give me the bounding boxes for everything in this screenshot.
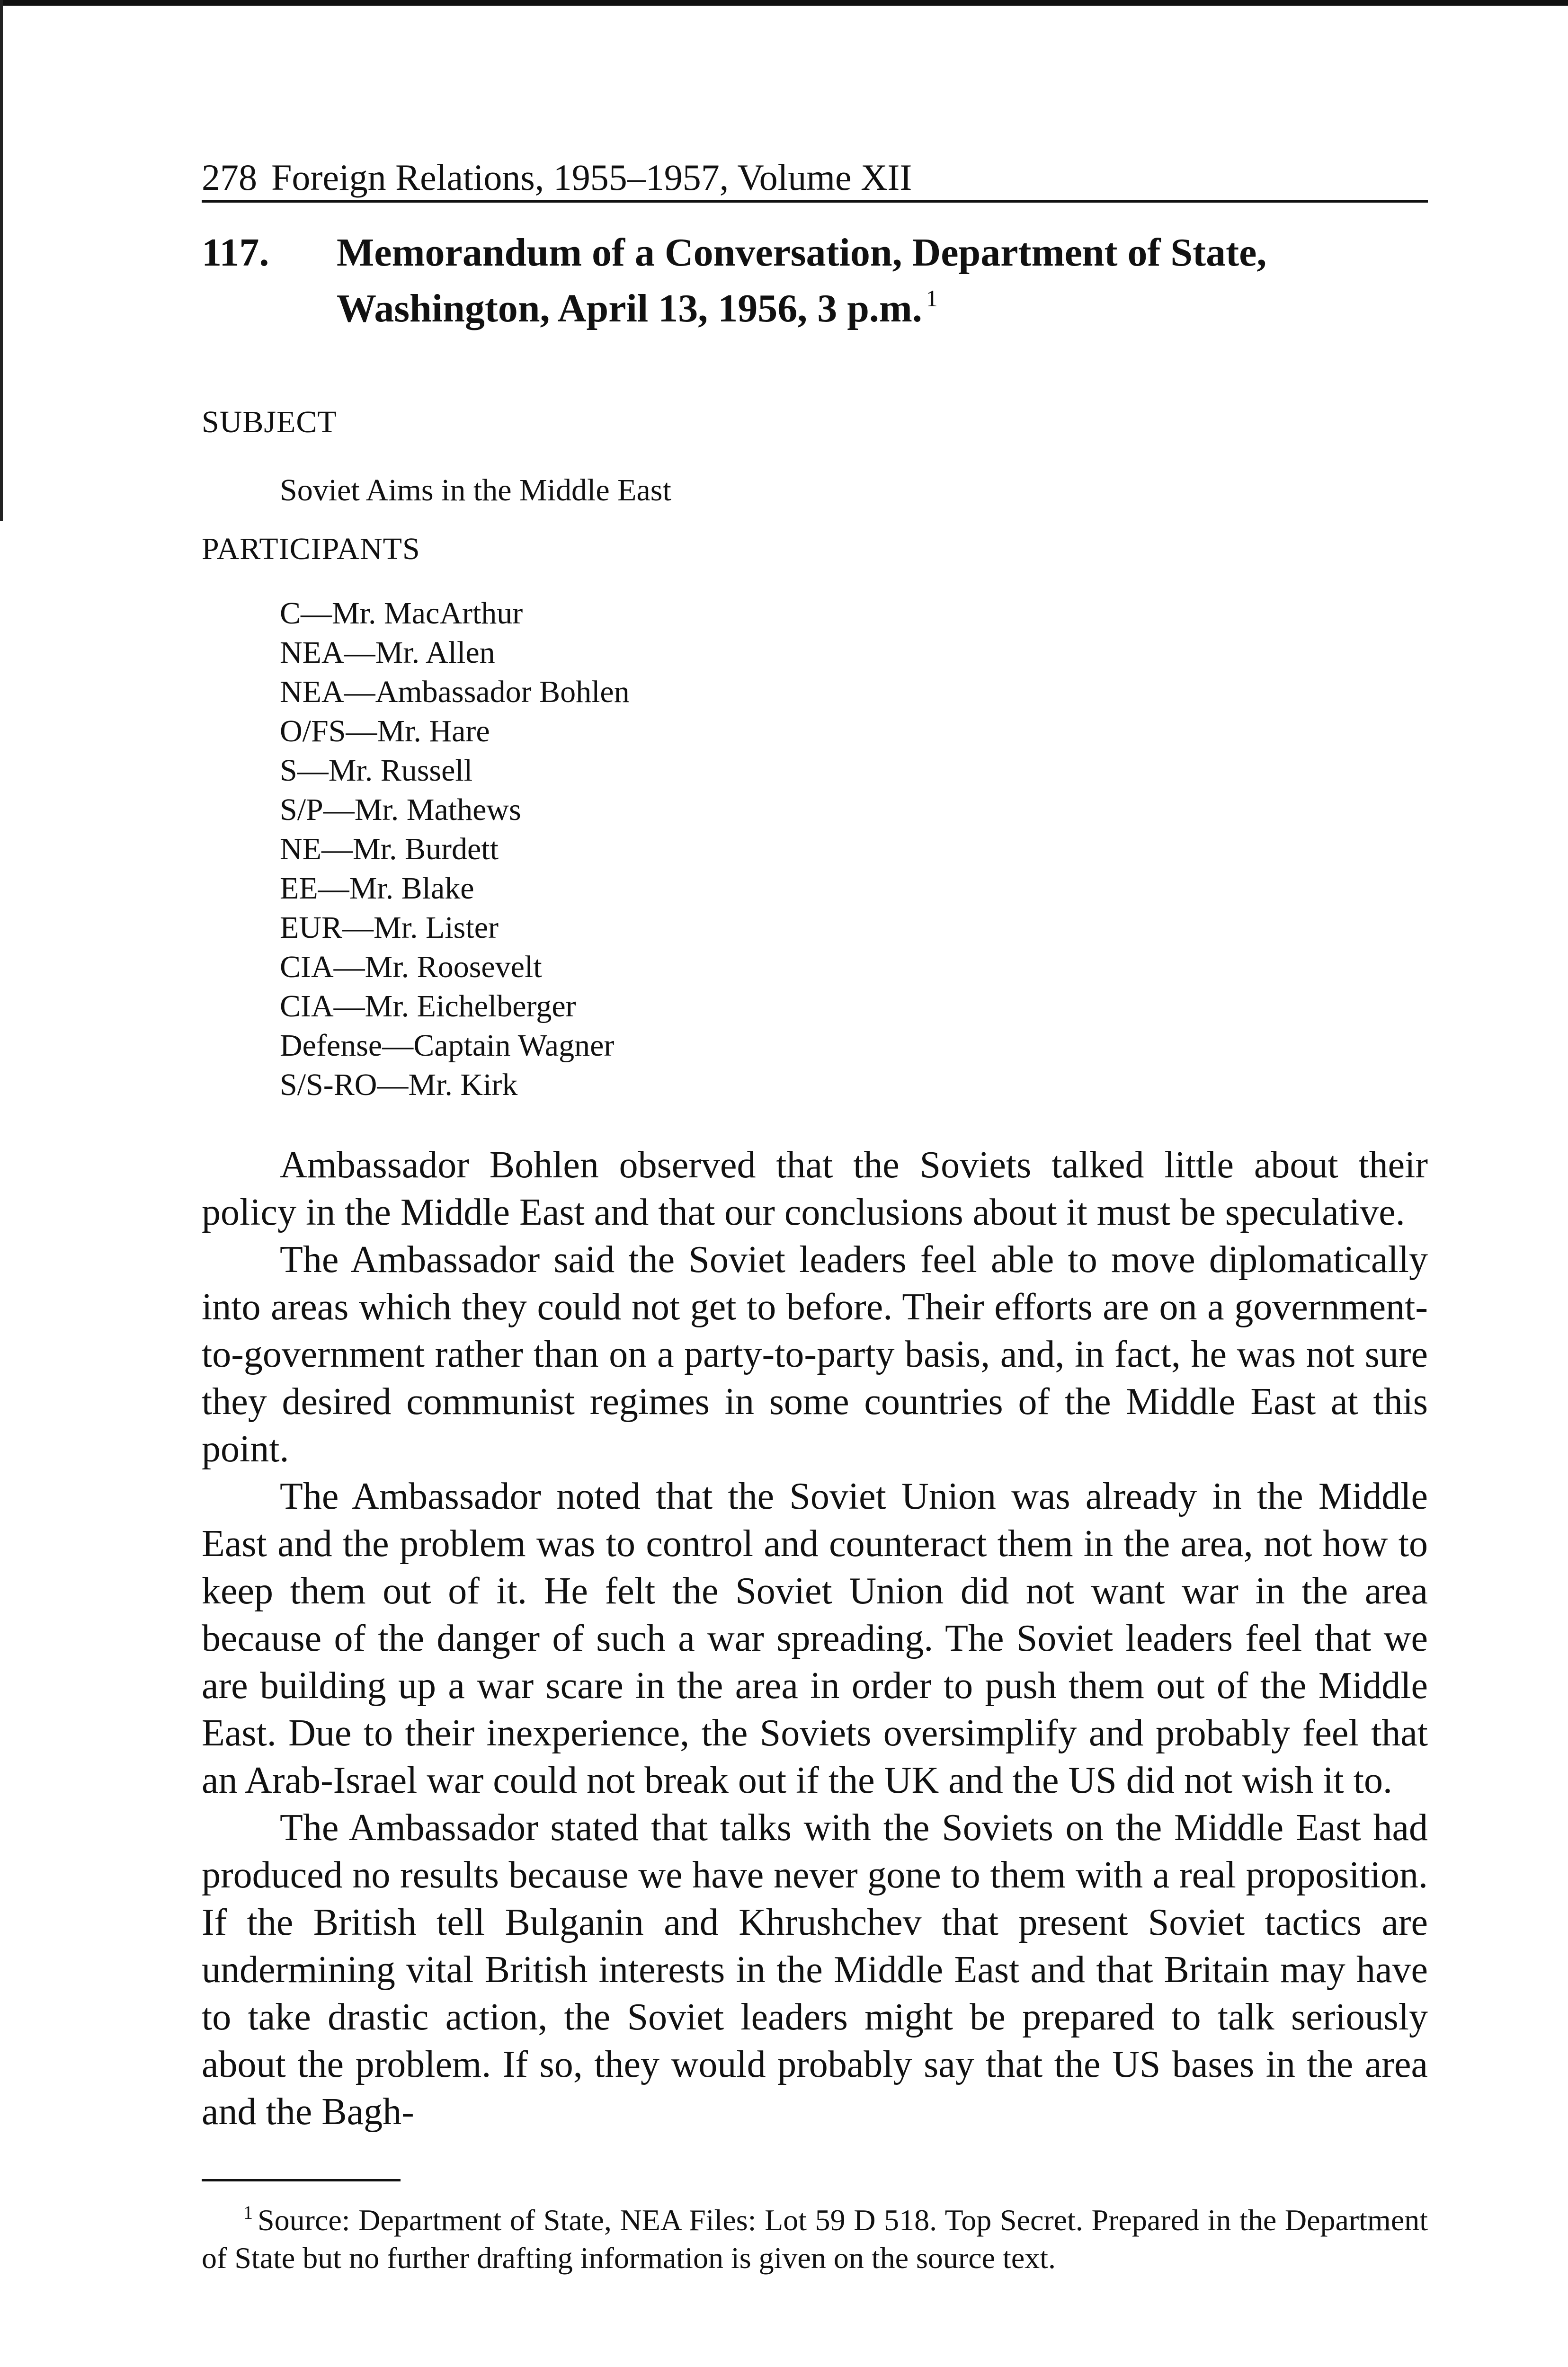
- footnote-reference: 1: [926, 285, 938, 311]
- subject-label: SUBJECT: [202, 405, 337, 439]
- participant: CIA—Mr. Roosevelt: [280, 950, 542, 984]
- footnote-text: Source: Department of State, NEA Files: Lot 59 D 518. Top Secret. Prepared in the Department of State but no further drafting information is given on the source text.: [202, 2203, 1428, 2275]
- running-title: Foreign Relations, 1955–1957, Volume XII: [271, 157, 912, 198]
- scan-left-border: [0, 0, 3, 521]
- participant: EE—Mr. Blake: [280, 871, 474, 906]
- running-header: [202, 156, 1428, 203]
- footnote-divider: [202, 2179, 401, 2181]
- footnote: [202, 2194, 1428, 2277]
- document-title: Memorandum of a Conversation, Department of State, Washington, April 13, 1956, 3 p.m.: [337, 231, 1267, 330]
- document-heading: [202, 230, 1428, 331]
- participant: S/P—Mr. Mathews: [280, 792, 521, 827]
- participant: NEA—Ambassador Bohlen: [280, 675, 630, 709]
- subject-text: Soviet Aims in the Middle East: [280, 473, 671, 507]
- participant: EUR—Mr. Lister: [280, 910, 499, 945]
- participant: O/FS—Mr. Hare: [280, 714, 490, 748]
- scan-top-border: [0, 0, 1568, 6]
- participant: S/S-RO—Mr. Kirk: [280, 1068, 518, 1102]
- paragraph: The Ambassador said the Soviet leaders feel able to move diplomatically into areas which they could not get to before. Their efforts are on a government-to-government rather than on a party-to-party basis, and, in fact, he was not sure they desired communist regimes in some countries of the Middle East at this point.: [202, 1239, 1428, 1470]
- participant: NEA—Mr. Allen: [280, 635, 495, 670]
- participants-label: PARTICIPANTS: [202, 532, 420, 566]
- page-number: 278: [202, 157, 257, 198]
- document-number: 117.: [202, 231, 269, 275]
- paragraph: The Ambassador stated that talks with the Soviets on the Middle East had produced no results because we have never gone to them with a real proposition. If the British tell Bulganin and Khrushchev that present Soviet tactics are undermining vital British interests in the Middle East and that Britain may have to take drastic action, the Soviet leaders might be prepared to talk seriously about the problem. If so, they would probably say that the US bases in the area and the Bagh-: [202, 1807, 1428, 2133]
- body-text: [202, 1141, 1428, 2136]
- document-title-block: [337, 230, 1428, 331]
- participant: C—Mr. MacArthur: [280, 596, 523, 631]
- participant: S—Mr. Russell: [280, 753, 473, 788]
- participant: NE—Mr. Burdett: [280, 832, 499, 866]
- document-page: [202, 156, 1428, 2277]
- paragraph: The Ambassador noted that the Soviet Union was already in the Middle East and the problem was to control and counteract them in the area, not how to keep them out of it. He felt the Soviet Union did not want war in the area because of the danger of such a war spreading. The Soviet leaders feel that we are building up a war scare in the area in order to push them out of the Middle East. Due to their inexperience, the Soviets oversimplify and probably feel that an Arab-Israel war could not break out if the UK and the US did not wish it to.: [202, 1476, 1428, 1801]
- participant: Defense—Captain Wagner: [280, 1028, 615, 1063]
- participants-list: [280, 594, 1428, 1104]
- footnote-marker: 1: [243, 2202, 253, 2223]
- participant: CIA—Mr. Eichelberger: [280, 989, 576, 1023]
- paragraph: Ambassador Bohlen observed that the Soviets talked little about their policy in the Middle East and that our conclusions about it must be speculative.: [202, 1144, 1428, 1233]
